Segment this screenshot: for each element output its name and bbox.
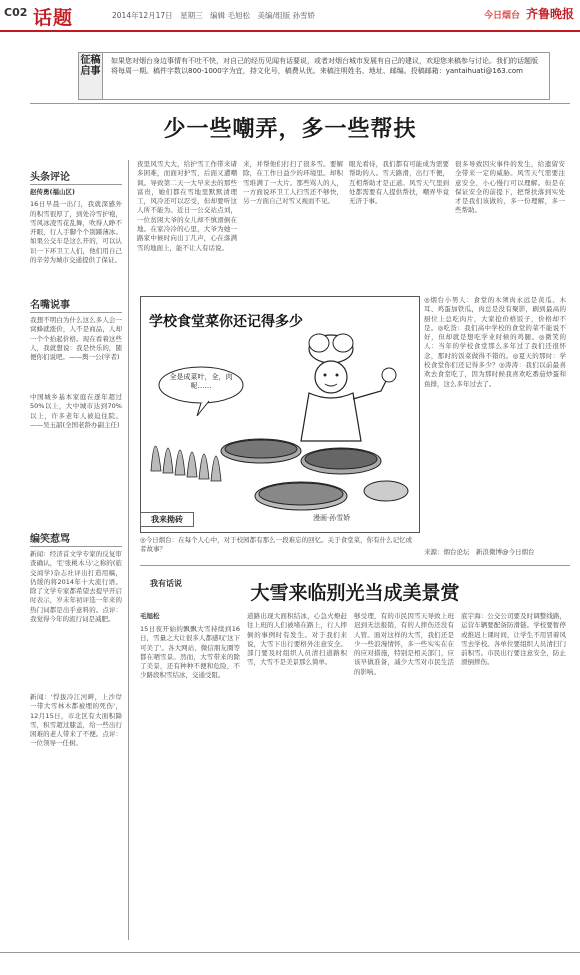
column-divider [128,160,129,940]
brand-logo [484,5,574,22]
notice-tag: 征稿启事 [79,53,103,99]
sidebar-text: 新闻：'悍拔冷江河畔，上沙岸一带大雪林木都被埋的死伤'，12月15日，市北区有大面积降雪，积雪超过膝盖，给一些出行困难的老人带来了不便。点评：一位领导一任树。 [30,693,122,748]
page-number: C02 [4,6,28,19]
notice-text: 如果您对烟台身边事情有不吐不快，对自己的经历见闻有话要说，或者对烟台城市发展有自己的建议，欢迎您来稿参与讨论。我们的话题版将每周一期。稿件字数以800-1000字为宜，持文化号，稿费从优。来稿注明姓名、地址、邮编。投稿邮箱：yantaihuati@163.com [111,57,538,75]
article1-column: 夜里风雪大大，给护雪工作带来诸多困难，而面对护雪，后面又遭嘲讽。导致第二天一大早来去的那些富贵，她们都在雪地里默默清理工，风冷还可以忍受，但却要听这人所不能为。近日一公交站点刘，一位贫困大爷的女儿却不慎滑倒在地。在家冷冷的心里，大爷为她一路家中候时向出丁几声，心在落满雪的地面上，能不让人有话说。 [137,160,237,252]
sidebar-text: 我想不明白为什么这么多人会一窝蜂就涨价，人不是商品，人却一个个抬起价格。现在看着这些人，我就想说：我是快乐的，随便你们说吧。——舆一公(学者) [30,316,122,362]
article2-tag: 我有话说 [150,579,182,588]
article2-column: 道路出现大面积结冰，心急火燎赶往上班的人们被堵在路上，行人摔倒的事例时有发生。对于我们来说，大雪下出行要格外注意安全。部门要及时组织人员清扫道路积雪，大雪不是美景那么简单。 [247,612,347,667]
sidebar-box-jokes [30,530,122,813]
page-header [0,0,580,32]
reader-comments: ◎烟台小男人：食堂的木须肉永远是黄瓜、木耳、鸡蛋加铁瓜，肉总是没有聚影，刷到最高的厨位上总吃肉片，大家抢价格饭子，价格却不是。◎吃货：我们高中学校的食堂的菜不能说不好，但却就是想吃学业时候的鸡腿。◎微笑的人：当年的学校食堂那么多年过了我们还很怀念，那时的饭菜做得不错的。◎夏天的那时：学校食堂你们还记得多少？◎涛涛：我们以前最喜欢去食堂吃了，因为那时候我喜欢吃番茄炒蛋和鱼排，这么多年过去了。 [424,296,566,388]
date-line: 2014年12月17日 星期三 编辑 毛旭松 美编/组版 孙雪娇 [112,11,315,20]
bottom-divider [0,952,580,953]
sidebar-box-title: 名嘴说事 [30,296,122,313]
article2-column: 够受理，有的市民因雪天导致上班迟到无法报销，有的人摔伤还没有人管。面对这样的大雪，我们还是少一些浪漫情怀，多一些实实在在的应对措施，特别是相关部门，应该早做准备，减少大雪对市民生活的影响。 [354,612,454,676]
speech-bubble-text: 全是成菜叶，全，肉呢…… [169,373,233,390]
article2-author: 毛旭松 [140,612,160,620]
sidebar-box-title: 头条评论 [30,168,122,185]
article2-headline: 大雪来临别光当成美景赏 [250,582,460,604]
sidebar-text: 中国城乡基本家庭在逐年超过50%以上，大中城市达到70%以上，许多老年人被迫住院。——吴玉韶(全国老龄办副主任) [30,393,122,429]
cartoon-tag: 我来拗砖 [140,512,194,527]
sidebar-box-headline-review [30,168,122,270]
comments-source: 来源：烟台论坛 新浪微博@今日烟台 [424,548,535,556]
article1-column: 来，并帮他们打扫了很多雪。要解除，在工作日益少的环境里。却积雪堆满了一大片。那些骂人的人，一方面说环卫工人扫雪还不够快，另一方面自己对雪又视而不见。 [243,160,343,206]
article2-column: 底宇海：公交公司要及时调整线路，运营车辆要配备防滑链。学校要暂停或推迟上课时间，让学生不用冒着风雪去学校。各单位要组织人员清扫门前积雪。市民出行要注意安全，防止滑倒摔伤。 [461,612,566,667]
cartoon-caption: ◎今日烟台：在每个人心中，对于校园都有那么一段难忘的回忆。关于食堂菜，你有什么记忆或者故事？ [140,536,413,553]
section-title: 话题 [33,7,74,29]
cartoon-illustration [141,321,417,531]
sidebar-box-title: 编笑惹骂 [30,530,122,547]
divider [30,103,570,104]
article1-column: 很多导致因灾事件的发生，给遗留安全带来一定的威胁。风雪天气需要注意安全，小心慢行可以理解。但是在保证安全的前提下，把帮扶落到实处才是我们该做的，多一份理解，多一些帮助。 [455,160,565,215]
call-for-papers-box [78,52,550,100]
sidebar-text: 新闻：经济首文学专家的反复审查确认，宅'张桃木马'之称的(旅交商学)杂志社评出打造用稿，仍缓的将2014年十大流行语。除了文学专家都希望去提早开启时表示，岁末年初评选一年来的热门词都是出乎意料的。点评：我觉得今年的流行词是减肥。 [30,550,122,624]
main-headline: 少一些嘲弄，多一些帮扶 [163,117,417,142]
sidebar-text: 16日早晨一出门，我就深感外的积雪很厚了，到处冷雪护袍，雪风冰凌雪花乱舞，吹得人睁不开眼，行人手脚个个别蹑薄冰。如果公交车是这么开的，可以认识一下环卫工人们，他们用自己的辛劳为城市交通提供了保证。 [30,200,122,265]
sidebar-box-famous-quotes [30,296,122,459]
article1-column: 眼光看待，我们都有可能成为需要帮助的人。雪天路滑，出行不便，互相帮助才是正道。风雪天气里到处都需要有人提供帮扶，嘲弄毕竟无济于事。 [349,160,449,206]
article2-column: 15日夜开始的飘飘大雪持续到16日，雪量之大让很多人都感叹'这下可美了'。各大网站、微信朋友圈等都在晒雪景。然而，大雪带来的除了美景，还有种种不便和危险，不少路段积雪结冰，交通受阻。 [140,625,240,680]
cartoon-box [140,296,420,533]
brand-sub: 今日烟台 [483,11,520,21]
sidebar-author: 赵传勇(福山区) [30,188,75,196]
cartoon-title: 学校食堂菜你还记得多少 [149,314,303,330]
cartoon-signature: 漫画·孙雪娇 [313,514,351,522]
divider [140,565,570,566]
brand-name: 齐鲁晚报 [525,7,574,21]
